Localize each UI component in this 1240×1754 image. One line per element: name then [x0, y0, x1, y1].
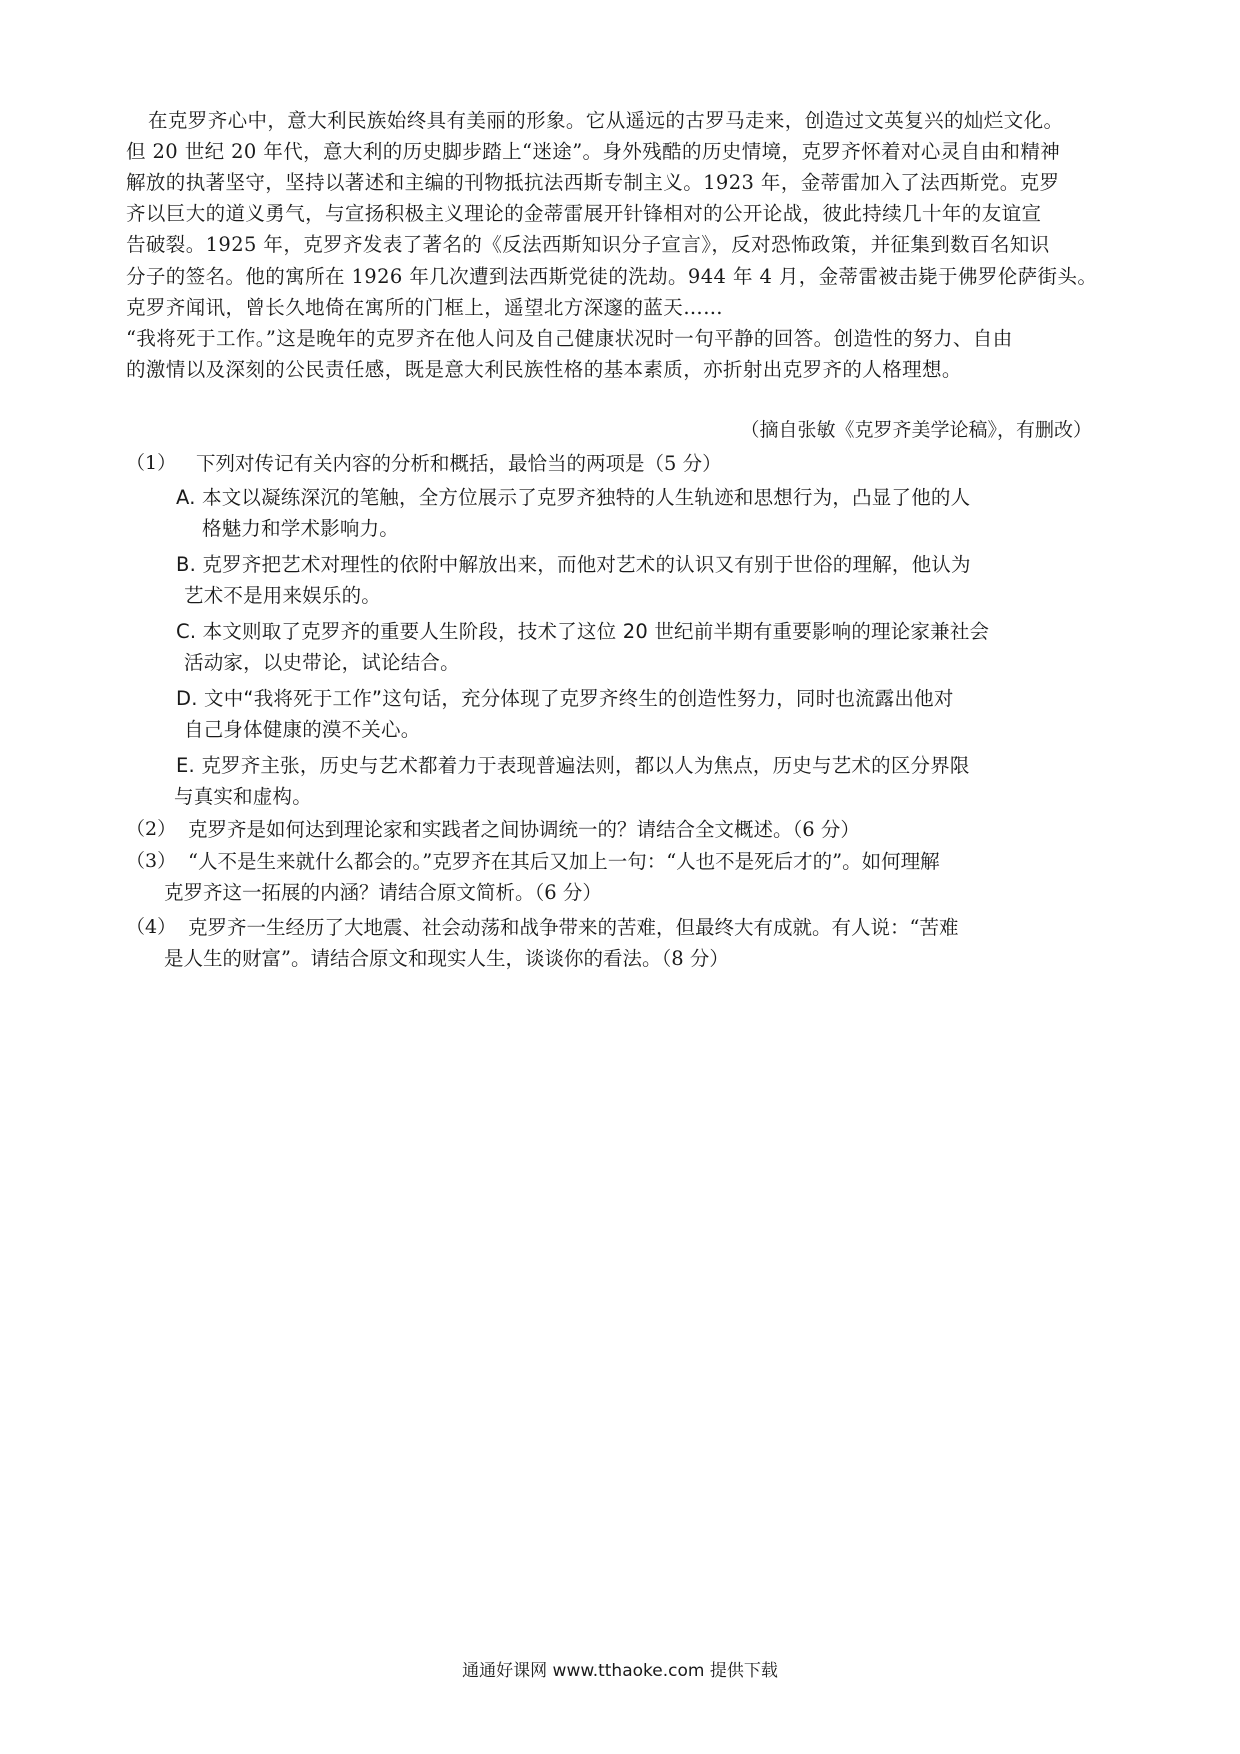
- passage-line: 但 20 世纪 20 年代，意大利的历史脚步踏上“迷途”。身外残酷的历史情境，克罗齐怀着对心灵自由和精神: [126, 140, 1061, 163]
- passage-line: 在克罗齐心中，意大利民族始终具有美丽的形象。它从遥远的古罗马走来，创造过文英复兴的灿烂文化。: [148, 109, 1064, 132]
- option-e-line: E. 克罗齐主张，历史与艺术都着力于表现普遍法则，都以人为焦点，历史与艺术的区分界限: [176, 754, 970, 777]
- option-e-line: 与真实和虚构。: [174, 785, 312, 808]
- question-text-line: 是人生的财富”。请结合原文和现实人生，谈谈你的看法。（8 分）: [164, 947, 729, 970]
- question-text: 下列对传记有关内容的分析和概括，最恰当的两项是（5 分）: [196, 452, 722, 475]
- option-c-line: C. 本文则取了克罗齐的重要人生阶段，技术了这位 20 世纪前半期有重要影响的理论家兼社会: [176, 620, 990, 643]
- question-text-line: 克罗齐这一拓展的内涵？请结合原文简析。（6 分）: [164, 881, 602, 904]
- question-number: （3）: [126, 850, 177, 872]
- option-a-line: A. 本文以凝练深沉的笔触，全方位展示了克罗齐独特的人生轨迹和思想行为，凸显了他的人: [176, 486, 971, 509]
- passage-line: 解放的执著坚守，坚持以著述和主编的刊物抵抗法西斯专制主义。1923 年，金蒂雷加入了法西斯党。克罗: [126, 171, 1060, 194]
- question-text-line: “人不是生来就什么都会的。”克罗齐在其后又加上一句：“人也不是死后才的”。如何理解: [188, 850, 940, 873]
- passage-line: “我将死于工作。”这是晚年的克罗齐在他人问及自己健康状况时一句平静的回答。创造性的努力、自由: [126, 327, 1013, 350]
- question-text: 克罗齐是如何达到理论家和实践者之间协调统一的？请结合全文概述。（6 分）: [188, 818, 860, 841]
- option-d-line: D. 文中“我将死于工作”这句话，充分体现了克罗齐终生的创造性努力，同时也流露出他对: [176, 687, 954, 710]
- option-b-line: 艺术不是用来娱乐的。: [184, 584, 382, 607]
- question-number: （4）: [126, 916, 177, 938]
- passage-line: 克罗齐闻讯，曾长久地倚在寓所的门框上，遥望北方深邃的蓝天……: [126, 296, 724, 319]
- question-number: （1）: [126, 452, 177, 474]
- passage-source: （摘自张敏《克罗齐美学论稿》，有删改）: [740, 419, 1092, 441]
- passage-line: 的激情以及深刻的公民责任感，既是意大利民族性格的基本素质，亦折射出克罗齐的人格理想。: [126, 358, 962, 381]
- passage-line: 齐以巨大的道义勇气，与宣扬积极主义理论的金蒂雷展开针锋相对的公开论战，彼此持续几十年的友谊宣: [126, 202, 1042, 225]
- option-b-line: B. 克罗齐把艺术对理性的依附中解放出来，而他对艺术的认识又有别于世俗的理解，他认为: [176, 553, 971, 576]
- option-a-line: 格魅力和学术影响力。: [202, 517, 400, 540]
- passage-line: 告破裂。1925 年，克罗齐发表了著名的《反法西斯知识分子宣言》，反对恐怖政策，并征集到数百名知识: [126, 233, 1050, 256]
- page-footer: 通通好课网 www.tthaoke.com 提供下载: [462, 1661, 778, 1681]
- option-c-line: 活动家，以史带论，试论结合。: [184, 651, 460, 674]
- passage-line: 分子的签名。他的寓所在 1926 年几次遭到法西斯党徒的洗劫。944 年 4 月，金蒂雷被击毙于佛罗伦萨街头。: [126, 265, 1098, 288]
- option-d-line: 自己身体健康的漠不关心。: [184, 718, 421, 741]
- question-text-line: 克罗齐一生经历了大地震、社会动荡和战争带来的苦难，但最终大有成就。有人说：“苦难: [188, 916, 959, 939]
- question-number: （2）: [126, 818, 177, 840]
